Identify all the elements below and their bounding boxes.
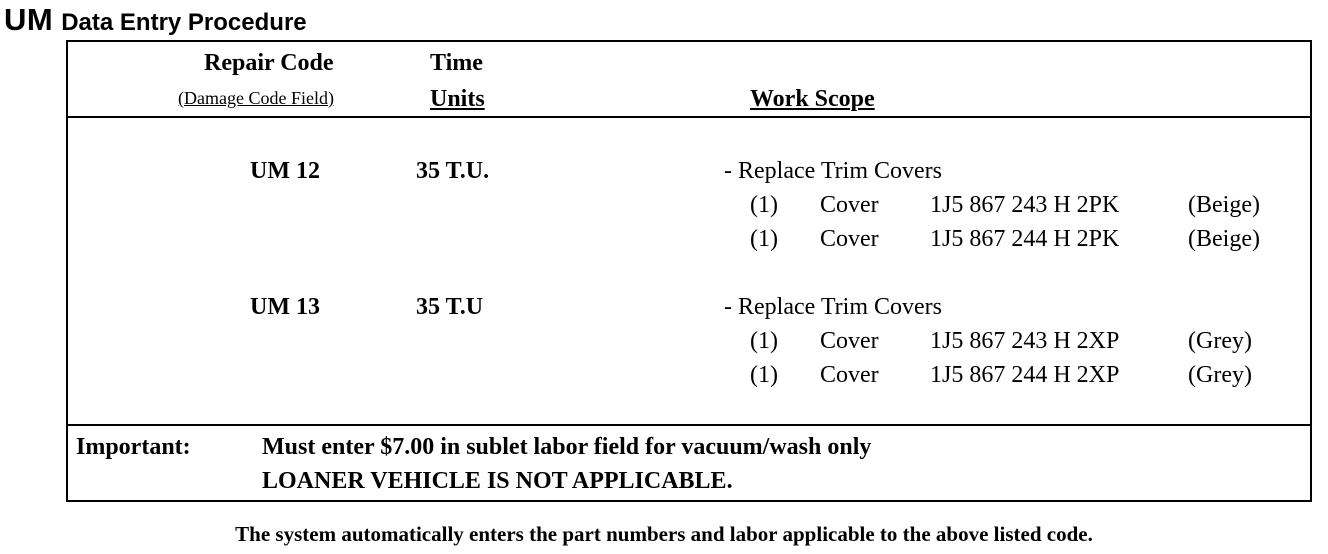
important-warning: LOANER VEHICLE IS NOT APPLICABLE.	[262, 468, 733, 494]
part-number: 1J5 867 243 H 2XP	[930, 328, 1120, 354]
header-work-scope: Work Scope	[750, 86, 875, 112]
header-damage-code-field: (Damage Code Field)	[178, 88, 334, 108]
header-repair-code: Repair Code	[204, 50, 334, 76]
part-item: Cover	[820, 362, 879, 388]
time-units-cell: 35 T.U	[416, 294, 484, 320]
part-item: Cover	[820, 226, 879, 252]
page-title	[4, 2, 307, 38]
header-units: Units	[430, 86, 485, 112]
part-item: Cover	[820, 328, 879, 354]
important-label: Important:	[76, 434, 191, 460]
procedure-name: Data Entry Procedure	[61, 9, 307, 36]
header-divider	[68, 116, 1310, 118]
part-number: 1J5 867 243 H 2PK	[930, 192, 1120, 218]
part-number: 1J5 867 244 H 2XP	[930, 362, 1120, 388]
part-color: (Grey)	[1188, 362, 1252, 388]
part-qty: (1)	[750, 362, 778, 388]
part-qty: (1)	[750, 328, 778, 354]
part-number: 1J5 867 244 H 2PK	[930, 226, 1120, 252]
procedure-code: UM	[4, 2, 54, 37]
part-qty: (1)	[750, 192, 778, 218]
time-units-cell: 35 T.U.	[416, 158, 490, 184]
important-note: Must enter $7.00 in sublet labor field for vacuum/wash only	[262, 434, 872, 460]
repair-code-cell: UM 12	[250, 158, 320, 184]
footer-note: The system automatically enters the part numbers and labor applicable to the above listed code.	[235, 522, 1093, 546]
part-color: (Beige)	[1188, 192, 1260, 218]
part-color: (Beige)	[1188, 226, 1260, 252]
work-scope-title: - Replace Trim Covers	[724, 158, 942, 184]
part-color: (Grey)	[1188, 328, 1252, 354]
part-item: Cover	[820, 192, 879, 218]
important-divider	[68, 424, 1310, 426]
work-scope-title: - Replace Trim Covers	[724, 294, 942, 320]
part-qty: (1)	[750, 226, 778, 252]
header-time: Time	[430, 50, 483, 76]
procedure-table	[66, 40, 1312, 502]
repair-code-cell: UM 13	[250, 294, 320, 320]
